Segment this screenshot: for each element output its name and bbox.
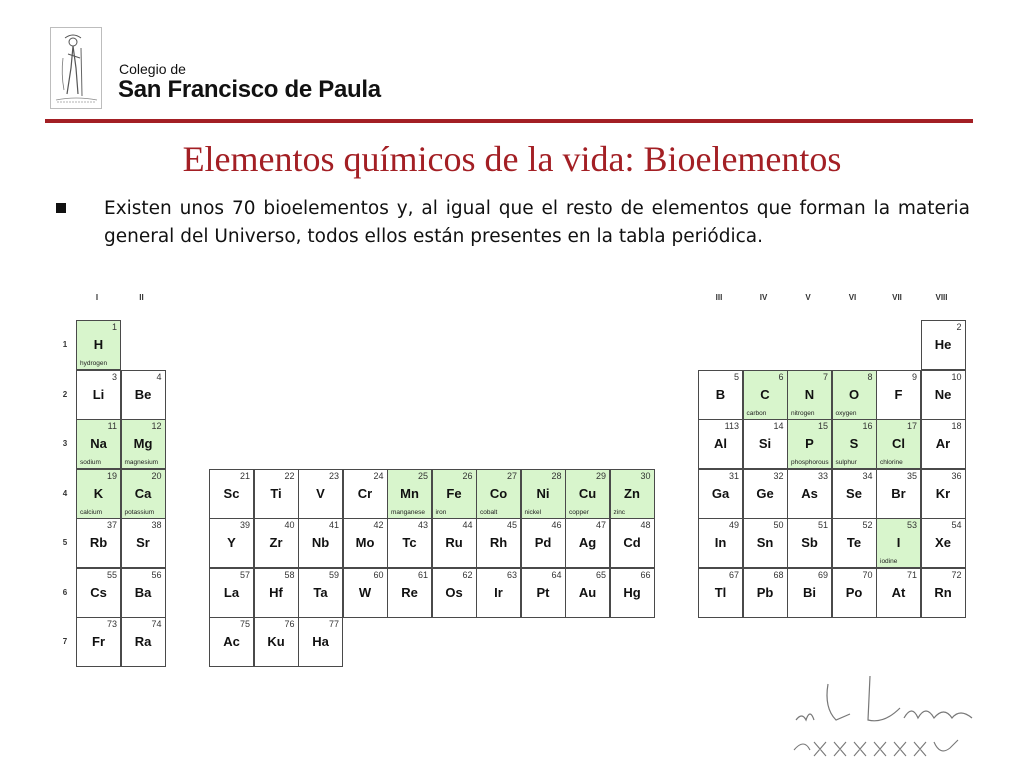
element-cell-sc — [209, 469, 254, 519]
element-symbol: Be — [134, 386, 152, 402]
element-symbol: Po — [845, 584, 863, 600]
element-cell-kr — [921, 469, 966, 519]
element-symbol: Sn — [756, 535, 774, 550]
atomic-number: 48 — [640, 520, 651, 530]
element-name: phosphorous — [791, 459, 829, 466]
atomic-number: 24 — [373, 470, 384, 481]
atomic-number: 10 — [951, 371, 962, 382]
atomic-number: 60 — [373, 569, 384, 580]
atomic-number: 67 — [728, 569, 739, 580]
bullet-square-icon — [56, 203, 66, 213]
school-name: San Francisco de Paula — [118, 76, 381, 103]
element-symbol: Ba — [134, 584, 152, 600]
atomic-number: 51 — [817, 520, 828, 530]
atomic-number: 53 — [906, 520, 917, 530]
element-symbol: Ta — [313, 584, 328, 600]
element-symbol: Ca — [134, 485, 152, 501]
atomic-number: 37 — [106, 520, 117, 530]
element-cell-at — [876, 568, 921, 618]
atomic-number: 20 — [151, 470, 162, 481]
slide-title: Elementos químicos de la vida: Bioelementos — [182, 139, 842, 179]
atomic-number: 47 — [595, 520, 606, 530]
atomic-number: 65 — [595, 569, 606, 580]
atomic-number: 63 — [506, 569, 517, 580]
atomic-number: 39 — [239, 520, 250, 530]
element-cell-s — [832, 419, 877, 469]
group-label: III — [715, 293, 723, 302]
element-symbol: Hf — [269, 584, 283, 600]
element-symbol: In — [714, 535, 727, 550]
period-label: 5 — [62, 538, 68, 547]
element-cell-na — [76, 419, 121, 469]
element-symbol: Rb — [89, 535, 108, 550]
element-cell-re — [387, 568, 432, 618]
element-symbol: Sc — [223, 485, 240, 501]
element-cell-sn — [743, 518, 788, 568]
period-label: 4 — [62, 488, 68, 498]
period-label: 6 — [62, 587, 68, 597]
element-cell-rh — [476, 518, 521, 568]
element-symbol: Tc — [402, 535, 417, 550]
element-cell-sb — [787, 518, 832, 568]
atomic-number: 29 — [595, 470, 606, 481]
element-cell-tc — [387, 518, 432, 568]
period-label: 3 — [62, 439, 68, 448]
element-name: hydrogen — [80, 360, 108, 367]
element-symbol: H — [93, 337, 104, 352]
element-cell-be — [121, 370, 166, 420]
atomic-number: 21 — [239, 470, 250, 481]
element-cell-co — [476, 469, 521, 519]
group-label: II — [139, 293, 144, 302]
element-cell-al — [698, 419, 743, 469]
element-symbol: N — [804, 386, 815, 402]
element-cell-si — [743, 419, 788, 469]
element-cell-se — [832, 469, 877, 519]
element-symbol: Cu — [578, 485, 597, 501]
element-symbol: Xe — [935, 535, 951, 550]
atomic-number: 11 — [107, 421, 117, 431]
element-cell-p — [787, 419, 832, 469]
atomic-number: 35 — [906, 470, 917, 481]
element-symbol: Si — [758, 436, 772, 451]
element-cell-cl — [876, 419, 921, 469]
atomic-number: 72 — [951, 569, 962, 580]
atomic-number: 62 — [462, 569, 473, 580]
atomic-number: 17 — [906, 421, 917, 431]
element-name: manganese — [391, 508, 425, 516]
element-symbol: Ge — [756, 485, 774, 501]
atomic-number: 73 — [106, 619, 117, 629]
element-cell-ac — [209, 617, 254, 667]
atomic-number: 58 — [284, 569, 295, 580]
atomic-number: 36 — [951, 470, 962, 481]
element-symbol: La — [223, 584, 240, 600]
element-name: sodium — [80, 459, 101, 466]
element-cell-ga — [698, 469, 743, 519]
element-symbol: Fr — [92, 634, 105, 649]
school-logo — [50, 27, 102, 109]
atomic-number: 18 — [951, 421, 962, 431]
element-name: calcium — [80, 508, 103, 516]
element-symbol: Hg — [623, 584, 641, 600]
element-symbol: Cd — [623, 535, 641, 550]
element-symbol: Cs — [90, 584, 107, 600]
atomic-number: 42 — [373, 520, 384, 530]
element-symbol: Ku — [267, 634, 285, 649]
element-cell-mg — [121, 419, 166, 469]
element-cell-po — [832, 568, 877, 618]
atomic-number: 23 — [328, 470, 339, 481]
element-cell-ca — [121, 469, 166, 519]
atomic-number: 69 — [817, 569, 828, 580]
element-cell-ta — [298, 568, 343, 618]
element-cell-os — [432, 568, 477, 618]
atomic-number: 38 — [151, 520, 162, 530]
group-label: IV — [759, 293, 768, 302]
group-label: VI — [848, 293, 857, 302]
element-symbol: Cr — [357, 485, 373, 501]
element-cell-cd — [610, 518, 655, 568]
element-symbol: At — [891, 584, 906, 600]
atomic-number: 30 — [640, 470, 651, 481]
atomic-number: 54 — [951, 520, 962, 530]
element-name: carbon — [746, 409, 767, 417]
atomic-number: 1 — [111, 322, 117, 332]
atomic-number: 4 — [156, 371, 162, 382]
atomic-number: 49 — [728, 520, 739, 530]
element-symbol: Os — [445, 584, 463, 600]
element-cell-au — [565, 568, 610, 618]
element-symbol: Zn — [624, 485, 640, 501]
element-symbol: Mg — [133, 436, 153, 451]
atomic-number: 16 — [862, 421, 873, 431]
element-symbol: P — [805, 436, 814, 451]
element-cell-w — [343, 568, 388, 618]
atomic-number: 12 — [151, 421, 162, 431]
element-symbol: Co — [489, 485, 508, 501]
element-symbol: Ru — [445, 535, 463, 550]
element-cell-tl — [698, 568, 743, 618]
element-cell-o — [832, 370, 877, 420]
element-cell-nb — [298, 518, 343, 568]
school-prefix: Colegio de — [119, 61, 186, 77]
atomic-number: 52 — [862, 520, 873, 530]
element-cell-ti — [254, 469, 299, 519]
element-cell-la — [209, 568, 254, 618]
element-name: cobalt — [480, 508, 498, 516]
element-symbol: I — [896, 535, 901, 550]
element-cell-ra — [121, 617, 166, 667]
element-symbol: Ni — [536, 485, 550, 501]
element-cell-v — [298, 469, 343, 519]
element-name: chlorine — [880, 459, 903, 466]
element-symbol: Mo — [355, 535, 375, 550]
group-label: VIII — [935, 293, 948, 302]
element-cell-br — [876, 469, 921, 519]
element-cell-y — [209, 518, 254, 568]
element-symbol: Se — [846, 485, 862, 501]
atomic-number: 40 — [284, 520, 295, 530]
atomic-number: 55 — [106, 569, 117, 580]
atomic-number: 77 — [328, 619, 339, 629]
element-name: potassium — [124, 508, 155, 516]
element-cell-h — [76, 320, 121, 370]
atomic-number: 26 — [462, 470, 473, 481]
element-symbol: Sb — [801, 535, 818, 550]
period-label: 2 — [62, 389, 68, 399]
element-cell-pd — [521, 518, 566, 568]
element-symbol: K — [93, 485, 104, 501]
element-symbol: Kr — [935, 485, 951, 501]
element-symbol: W — [358, 584, 372, 600]
element-cell-ku — [254, 617, 299, 667]
atomic-number: 27 — [506, 470, 517, 481]
element-symbol: Pd — [534, 535, 552, 550]
element-cell-ir — [476, 568, 521, 618]
element-symbol: Pt — [536, 584, 550, 600]
element-name: oxygen — [835, 409, 857, 417]
element-symbol: Rh — [489, 535, 508, 550]
element-symbol: Mn — [400, 485, 419, 501]
element-symbol: Sr — [136, 535, 150, 550]
element-symbol: Ar — [935, 436, 951, 451]
element-cell-zr — [254, 518, 299, 568]
atomic-number: 66 — [640, 569, 651, 580]
element-symbol: O — [848, 386, 860, 402]
element-cell-ba — [121, 568, 166, 618]
element-symbol: Ti — [270, 485, 282, 501]
atomic-number: 44 — [462, 520, 473, 530]
element-symbol: Ag — [578, 535, 597, 550]
element-symbol: Br — [891, 485, 906, 501]
element-name: iron — [435, 508, 447, 516]
element-name: copper — [569, 508, 589, 516]
element-symbol: Fe — [446, 485, 462, 501]
element-symbol: Ne — [934, 386, 952, 402]
handwritten-signature — [788, 668, 988, 764]
atomic-number: 59 — [328, 569, 339, 580]
atomic-number: 43 — [417, 520, 428, 530]
element-cell-as — [787, 469, 832, 519]
element-name: nickel — [524, 508, 542, 516]
atomic-number: 5 — [733, 371, 739, 382]
element-symbol: V — [316, 485, 325, 501]
element-cell-rb — [76, 518, 121, 568]
group-label: I — [95, 293, 99, 302]
element-cell-hg — [610, 568, 655, 618]
atomic-number: 32 — [773, 470, 784, 481]
element-symbol: Cl — [892, 436, 905, 451]
element-cell-cu — [565, 469, 610, 519]
element-symbol: Ra — [134, 634, 152, 649]
element-symbol: Pb — [756, 584, 774, 600]
atomic-number: 64 — [551, 569, 562, 580]
element-cell-ag — [565, 518, 610, 568]
element-name: nitrogen — [791, 409, 815, 417]
element-cell-te — [832, 518, 877, 568]
atomic-number: 74 — [151, 619, 162, 629]
element-cell-ne — [921, 370, 966, 420]
element-cell-rn — [921, 568, 966, 618]
atomic-number: 22 — [284, 470, 295, 481]
atomic-number: 9 — [911, 371, 917, 382]
atomic-number: 7 — [822, 371, 828, 382]
atomic-number: 34 — [862, 470, 873, 481]
atomic-number: 14 — [773, 421, 784, 431]
element-symbol: Tl — [714, 584, 727, 600]
element-symbol: Bi — [803, 584, 816, 600]
element-symbol: Nb — [311, 535, 330, 550]
element-symbol: Ac — [223, 634, 240, 649]
atomic-number: 61 — [417, 569, 428, 580]
element-cell-fe — [432, 469, 477, 519]
atomic-number: 31 — [728, 470, 739, 481]
element-cell-li — [76, 370, 121, 420]
atomic-number: 56 — [151, 569, 162, 580]
element-symbol: F — [894, 386, 903, 402]
element-symbol: Au — [578, 584, 597, 600]
atomic-number: 71 — [906, 569, 917, 580]
atomic-number: 2 — [956, 322, 962, 332]
bullet-text: Existen unos 70 bioelementos y, al igual que el resto de elementos que forman la materia general del Universo, todos ellos están presentes en la tabla periódica. — [104, 198, 970, 247]
atomic-number: 75 — [239, 619, 250, 629]
group-label: V — [805, 293, 811, 302]
period-label: 7 — [62, 637, 68, 646]
header-divider — [45, 119, 973, 123]
element-cell-bi — [787, 568, 832, 618]
element-symbol: Ha — [312, 634, 329, 649]
element-cell-n — [787, 370, 832, 420]
element-cell-xe — [921, 518, 966, 568]
atomic-number: 19 — [106, 470, 117, 481]
element-cell-zn — [610, 469, 655, 519]
element-cell-cr — [343, 469, 388, 519]
element-cell-pt — [521, 568, 566, 618]
saint-figure-icon — [51, 28, 101, 108]
atomic-number: 15 — [817, 421, 828, 431]
element-symbol: As — [801, 485, 818, 501]
element-symbol: Al — [714, 436, 727, 451]
atomic-number: 28 — [551, 470, 562, 481]
element-name: iodine — [880, 558, 898, 565]
atomic-number: 25 — [417, 470, 428, 481]
element-cell-pb — [743, 568, 788, 618]
element-name: magnesium — [124, 459, 159, 466]
atomic-number: 41 — [328, 520, 339, 530]
element-cell-ge — [743, 469, 788, 519]
element-symbol: He — [934, 337, 952, 352]
atomic-number: 68 — [773, 569, 784, 580]
element-cell-mn — [387, 469, 432, 519]
atomic-number: 33 — [817, 470, 828, 481]
element-symbol: Te — [846, 535, 862, 550]
element-cell-ni — [521, 469, 566, 519]
element-cell-mo — [343, 518, 388, 568]
element-cell-c — [743, 370, 788, 420]
group-label: VII — [892, 293, 902, 302]
element-cell-b — [698, 370, 743, 420]
element-cell-cs — [76, 568, 121, 618]
element-cell-ar — [921, 419, 966, 469]
element-cell-hf — [254, 568, 299, 618]
element-cell-k — [76, 469, 121, 519]
element-name: sulphur — [835, 459, 857, 466]
atomic-number: 45 — [506, 520, 517, 530]
element-cell-fr — [76, 617, 121, 667]
element-symbol: Y — [227, 535, 236, 550]
element-symbol: Na — [90, 436, 107, 451]
element-cell-sr — [121, 518, 166, 568]
element-cell-f — [876, 370, 921, 420]
period-label: 1 — [62, 340, 68, 349]
element-cell-ha — [298, 617, 343, 667]
atomic-number: 50 — [773, 520, 784, 530]
element-symbol: B — [715, 386, 726, 402]
atomic-number: 113 — [724, 421, 739, 431]
atomic-number: 57 — [239, 569, 250, 580]
element-symbol: Ir — [494, 584, 503, 600]
element-cell-i — [876, 518, 921, 568]
element-symbol: Zr — [269, 535, 283, 550]
atomic-number: 46 — [551, 520, 562, 530]
element-symbol: C — [760, 386, 770, 402]
element-symbol: Ga — [711, 485, 730, 501]
atomic-number: 76 — [284, 619, 295, 629]
atomic-number: 8 — [867, 371, 873, 382]
atomic-number: 70 — [862, 569, 873, 580]
element-symbol: S — [849, 436, 859, 451]
element-name: zinc — [613, 508, 626, 516]
element-symbol: Re — [401, 584, 418, 600]
element-cell-in — [698, 518, 743, 568]
atomic-number: 3 — [111, 371, 117, 382]
element-cell-ru — [432, 518, 477, 568]
atomic-number: 6 — [778, 371, 784, 382]
element-symbol: Li — [92, 386, 105, 402]
element-cell-he — [921, 320, 966, 370]
element-symbol: Rn — [934, 584, 952, 600]
